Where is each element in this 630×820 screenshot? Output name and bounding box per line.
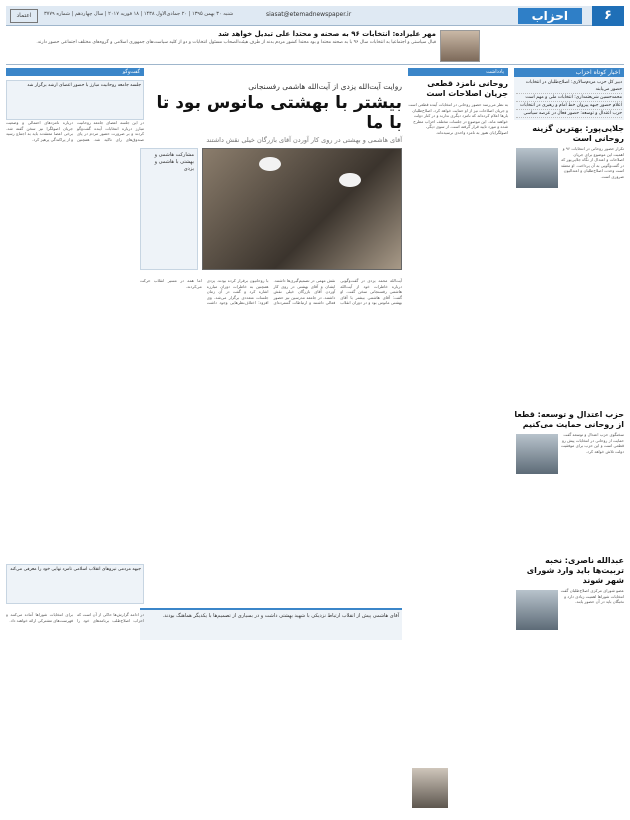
article-subhead: آقای هاشمی و بهشتی در روی کار آوردن آقای بازرگان خیلی نقش داشتند xyxy=(206,136,402,144)
divider xyxy=(6,64,624,65)
highlight-box: جلسه جامعه روحانیت مبارز با حضور اعضای ارشد برگزار شد xyxy=(6,80,144,120)
article-photo xyxy=(202,148,402,270)
sidebar-news-list xyxy=(514,77,624,120)
sidebar-story-title: عبدالله ناصری: نخبه تربیت‌ها باید وارد شورای شهر شوند xyxy=(526,556,624,585)
sidebar-heading: اخبار کوتاه احزاب xyxy=(514,68,624,77)
section-email[interactable]: siasat@etemadnewspaper.ir xyxy=(266,11,352,18)
list-item: اعلام حضور جبهه پیروان خط امام و رهبری در انتخابات xyxy=(516,102,622,110)
list-item: حزب اعتدال و توسعه: حضور فعال در عرصه سیاسی xyxy=(516,110,622,118)
lead-text: قبال سیاستی و اجتماعیا به انتخابات سال ۹۶ با به صحنه محتدا و بود محتدا کشور مردم بدنه از طرف هیئت‌الصحاب مسئول انتخابات و دو از کلیه سیاست‌های جمهوری اسلامی و گروه‌های مختلف اجتماعی حضور دارند. xyxy=(36,40,436,45)
page-number: ۶ xyxy=(592,6,624,26)
column-heading: یادداشت xyxy=(408,68,508,76)
main-article xyxy=(140,68,402,814)
article-body: آیت‌الله محمد یزدی در گفت‌وگویی درباره خاطرات خود از آیت‌الله هاشمی رفسنجانی سخن گفت. او گفت: آقای هاشمی بیشتر با آقای بهشتی مانوس بود و در دوران انقلاب نقش مهمی در تصمیم‌گیری‌ها داشتند. ایشان و آقای بهشتی در روی کار آوردن آقای بازرگان خیلی نقش داشتند. در جامعه مدرسین نیز حضور فعالی داشتند و ارتباطات گسترده‌ای با روحانیون برقرار کرده بودند. یزدی همچنین به خاطرات دوران مبارزه اشاره کرد و گفت در آن زمان جلسات متعددی برگزار می‌شد. وی افزود: اختلاف‌نظرهایی وجود داشت اما همه در مسیر انقلاب حرکت می‌کردند. xyxy=(140,278,402,305)
sidebar-story-title: حزب اعتدال و توسعه: قطعا از روحانی حمایت می‌کنیم xyxy=(514,410,624,429)
sidebar-story-text: تکرار حضور روحانی در انتخابات ۹۶ و اهمیت این موضوع برای جریان اصلاحات و اعتدال از نگاه جلایی‌پور که در گفت‌وگویی به آن پرداخت. او معتقد است وحدت اصلاح‌طلبان و اعتدالیون ضروری است. xyxy=(560,146,624,179)
portrait-photo xyxy=(516,148,558,188)
article-headline: بیشتر با بهشتی مانوس بود تا با ما xyxy=(156,93,402,133)
lead-title: مهر علیزاده: انتخابات ۹۶ به صحنه و محتدا علی تبدیل خواهد شد xyxy=(218,30,436,38)
opinion-title: روحانی نامزد قطعی جریان اصلاحات است xyxy=(426,79,508,98)
opinion-text: به نظر می‌رسد حضور روحانی در انتخابات آینده قطعی است و جریان اصلاحات نیز از او حمایت خواهد کرد. اصلاح‌طلبان بارها اعلام کرده‌اند که نامزد دیگری ندارند و در کنار دولت خواهند ماند. این موضوع در جلسات مختلف احزاب مطرح شده و مورد تایید قرار گرفته است. از سوی دیگر، اصولگرایان هنوز به نامزد واحدی نرسیده‌اند. xyxy=(408,102,508,135)
column-heading: گفت‌وگو xyxy=(6,68,144,76)
lead-photo xyxy=(440,30,480,62)
portrait-photo xyxy=(516,590,558,630)
portrait-photo xyxy=(516,434,558,474)
turban-shape xyxy=(339,173,361,187)
list-item: محمدحسین شریعتمداری: انتخابات ملی و مهم است xyxy=(516,94,622,102)
sidebar-story-text: سخنگوی حزب اعتدال و توسعه گفت حمایت از روحانی در انتخابات پیش رو قطعی است و این حزب برای موفقیت دولت تلاش خواهد کرد. xyxy=(561,432,624,454)
newspaper-logo: اعتماد xyxy=(10,9,38,23)
list-item: دبیر کل حزب مردم‌سالاری: اصلاح‌طلبان در انتخابات حضور می‌یابند xyxy=(516,79,622,94)
lead-story xyxy=(6,30,436,60)
left-column xyxy=(6,68,144,814)
right-sidebar xyxy=(514,68,624,814)
author-photo xyxy=(412,768,448,808)
sidebar-story-text: عضو شورای مرکزی اصلاح‌طلبان گفت انتخابات شوراها اهمیت زیادی دارد و نخبگان باید در آن حضور یابند. xyxy=(560,588,624,604)
opinion-column xyxy=(408,68,508,814)
page-header xyxy=(6,6,624,26)
left-article-text: در ادامه گزارش‌ها حاکی از آن است که احزاب اصلاح‌طلب برنامه‌های خود را برای انتخابات شوراها آماده می‌کنند و فهرست‌های مشترکی ارائه خواهند داد. xyxy=(6,612,144,623)
article-kicker: روایت آیت‌الله یزدی از آیت‌الله هاشمی رفسنجانی xyxy=(248,82,402,91)
pull-quote: آقای هاشمی پیش از انقلاب ارتباط نزدیکی با شهید بهشتی داشت و در بسیاری از تصمیم‌ها با یکدیگر هماهنگ بودند. xyxy=(140,608,402,640)
sidebar-story-title: جلایی‌پور: بهترین گزینه روحانی است xyxy=(532,124,624,143)
dateline: شنبه ۳۰ بهمن ۱۳۹۵ | ۲۰ جمادی‌الاول ۱۴۳۸ | ۱۸ فوریه ۲۰۱۷ | سال چهاردهم | شماره ۳۷۷۹ xyxy=(44,11,234,17)
side-quote-box: مشارکت هاشمی و بهشتی با هاشمی و یزدی xyxy=(140,148,198,270)
left-article-text: در این جلسه اعضای جامعه روحانیت مبارز درباره انتخابات آینده گفت‌وگو کردند و بر ضرورت حضور مردم در پای صندوق‌های رای تاکید شد. همچنین درباره نامزدهای احتمالی و وضعیت جریان اصولگرا نیز سخن گفته شد. برخی اعضا معتقدند باید به اجماع رسید و از پراکندگی پرهیز کرد. xyxy=(6,120,144,142)
turban-shape xyxy=(259,157,281,171)
section-title: احزاب xyxy=(518,8,582,24)
highlight-box: جبهه مردمی نیروهای انقلاب اسلامی نامزد نهایی خود را معرفی می‌کند xyxy=(6,564,144,604)
